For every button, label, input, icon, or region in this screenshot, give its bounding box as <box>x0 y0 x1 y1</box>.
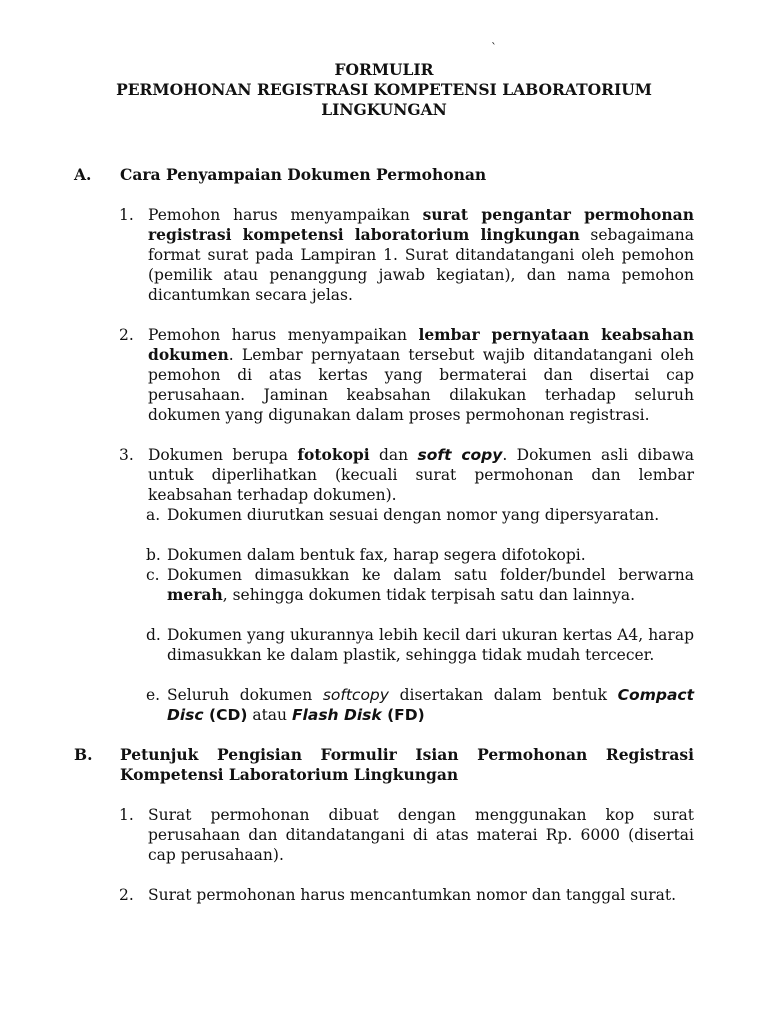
sub-item-body <box>167 565 694 605</box>
stray-mark: ` <box>491 41 497 55</box>
section-b-item-2 <box>119 885 694 905</box>
sub-item-e <box>146 685 694 725</box>
section-b-title: Petunjuk Pengisian Formulir Isian Permohonan Registrasi Kompetensi Laboratorium Lingkungan <box>120 745 694 784</box>
section-a-title: Cara Penyampaian Dokumen Permohonan <box>120 165 487 184</box>
sub-item-body <box>167 685 694 725</box>
sub-item-text: , sehingga dokumen tidak terpisah satu dan lainnya. <box>222 586 635 604</box>
item-number: 1. <box>119 806 134 824</box>
form-title: FORMULIR <box>334 60 434 79</box>
item-emphasis: surat pengantar permohonan registrasi kompetensi laboratorium lingkungan <box>148 205 694 244</box>
item-number: 3. <box>119 446 134 464</box>
item-emphasis: fotokopi <box>297 445 370 464</box>
item-number: 2. <box>119 326 134 344</box>
sub-item-emphasis: (CD) <box>203 706 248 724</box>
sub-item-letter: b. <box>146 546 161 564</box>
section-a-item-3 <box>119 445 694 505</box>
sub-item-emphasis: Flash Disk <box>291 706 382 724</box>
sub-item-letter: d. <box>146 626 161 644</box>
item-text: Surat permohonan dibuat dengan menggunakan kop surat perusahaan dan ditandatangani di atas materai Rp. 6000 (disertai cap perusahaan). <box>148 806 694 864</box>
item-text: . Lembar pernyataan tersebut wajib ditandatangani oleh pemohon di atas kertas yang bermaterai dan disertai cap perusahaan. Jaminan keabsahan dilakukan terhadap seluruh dokumen yang digunakan dalam proses permohonan registrasi. <box>148 346 694 424</box>
item-emphasis: soft copy <box>417 446 503 464</box>
sub-item-text: Seluruh dokumen <box>167 686 323 704</box>
item-text: sebagaimana format surat pada Lampiran 1. Surat ditandatangani oleh pemohon (pemilik atau penanggung jawab kegiatan), dan nama pemohon dicantumkan secara jelas. <box>148 226 695 304</box>
item-number: 1. <box>119 206 134 224</box>
sub-item-text: Dokumen diurutkan sesuai dengan nomor yang dipersyaratan. <box>167 506 660 524</box>
sub-item-emphasis: softcopy <box>322 686 389 704</box>
sub-item-text: Dokumen yang ukurannya lebih kecil dari ukuran kertas A4, harap dimasukkan ke dalam plastik, sehingga tidak mudah tercecer. <box>167 626 694 664</box>
section-a-item-2 <box>119 325 694 425</box>
item-emphasis: lembar pernyataan keabsahan dokumen <box>148 325 694 364</box>
item-text: . Dokumen asli dibawa untuk diperlihatkan (kecuali surat permohonan dan lembar keabsahan terhadap dokumen). <box>148 446 695 504</box>
section-b-letter: B. <box>74 745 93 764</box>
sub-item-letter: a. <box>146 506 161 524</box>
sub-item-emphasis: Compact Disc <box>167 686 694 724</box>
item-text: Surat permohonan harus mencantumkan nomor dan tanggal surat. <box>148 886 677 904</box>
sub-item-text: atau <box>247 706 292 724</box>
sub-item-a <box>146 505 694 525</box>
sub-item-text: disertakan dalam bentuk <box>388 686 618 704</box>
item-text: Pemohon harus menyampaikan <box>148 206 423 224</box>
form-subtitle-line2: LINGKUNGAN <box>321 100 447 119</box>
sub-item-d <box>146 625 694 665</box>
sub-item-letter: c. <box>146 566 160 584</box>
sub-item-b <box>146 545 694 565</box>
sub-item-text: Dokumen dalam bentuk fax, harap segera difotokopi. <box>167 546 586 564</box>
sub-item-emphasis: merah <box>167 585 223 604</box>
item-body <box>148 325 694 425</box>
section-a-item-1 <box>119 205 694 305</box>
sub-item-text: Dokumen dimasukkan ke dalam satu folder/bundel berwarna <box>167 566 694 584</box>
sub-item-c <box>146 565 694 605</box>
form-subtitle-line1: PERMOHONAN REGISTRASI KOMPETENSI LABORATORIUM <box>116 80 652 99</box>
section-b-item-1 <box>119 805 694 865</box>
item-body <box>148 205 694 305</box>
item-body <box>148 445 694 505</box>
section-a-letter: A. <box>74 165 92 184</box>
item-text: dan <box>369 446 418 464</box>
item-text: Dokumen berupa <box>148 446 298 464</box>
item-text: Pemohon harus menyampaikan <box>148 326 419 344</box>
sub-item-letter: e. <box>146 686 161 704</box>
item-number: 2. <box>119 886 134 904</box>
sub-item-emphasis: (FD) <box>381 706 425 724</box>
